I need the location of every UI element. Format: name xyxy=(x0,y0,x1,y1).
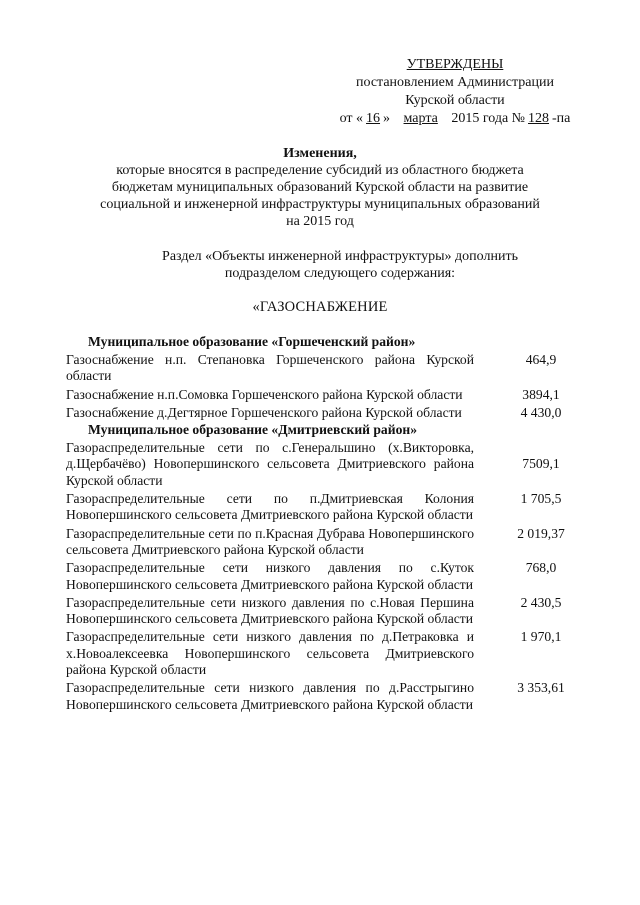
decree-suffix: -па xyxy=(552,111,571,126)
date-prefix: от « xyxy=(339,111,364,126)
heading-line-2: бюджетам муниципальных образований Курской области на развитие xyxy=(111,180,529,195)
heading-line-1: которые вносятся в распределение субсидий из областного бюджета xyxy=(116,163,524,178)
table-row xyxy=(66,629,586,678)
object-amount: 3894,1 xyxy=(522,386,560,402)
table-row xyxy=(66,352,586,385)
object-name: Газораспределительные сети низкого давления по с.Новая Першина Новопершинского сельсовета Дмитриевского района Курской области xyxy=(66,594,474,627)
object-amount: 1 705,5 xyxy=(520,491,562,507)
object-name: Газораспределительные сети низкого давления по д.Расстрыгино Новопершинского сельсовета Дмитриевского района Курской области xyxy=(66,680,474,712)
table-row xyxy=(66,595,586,628)
heading-line-3: социальной и инженерной инфраструктуры муниципальных образований xyxy=(100,197,540,212)
object-amount: 4 430,0 xyxy=(520,404,562,420)
table-row xyxy=(66,491,586,524)
object-amount: 7509,1 xyxy=(522,456,560,472)
object-amount: 1 970,1 xyxy=(520,629,562,645)
decree-number: 128 xyxy=(528,111,550,126)
object-name: Газораспределительные сети низкого давления по с.Куток Новопершинского сельсовета Дмитриевского района Курской области xyxy=(66,560,474,592)
section-line-2: подразделом следующего содержания: xyxy=(224,266,456,281)
object-amount: 464,9 xyxy=(525,352,557,367)
object-name: Газораспределительные сети по п.Красная Дубрава Новопершинского сельсовета Дмитриевского района Курской области xyxy=(66,525,474,557)
table-row xyxy=(66,405,586,421)
object-amount: 2 430,5 xyxy=(520,594,562,610)
object-amount: 2 019,37 xyxy=(517,525,565,541)
object-name: Газораспределительные сети по с.Генеральшино (х.Викторовка, д.Щербачёво) Новопершинского сельсовета Дмитриевского района Курской области xyxy=(66,440,474,488)
approval-date-line xyxy=(320,110,590,128)
date-mid: » xyxy=(383,111,391,126)
document-heading xyxy=(60,145,580,230)
object-name: Газоснабжение д.Дегтярное Горшеченского района Курской области xyxy=(66,404,462,420)
table-row xyxy=(66,526,586,559)
section-intro xyxy=(130,248,550,282)
table-row xyxy=(66,387,586,403)
table-row xyxy=(66,560,586,593)
heading-line-4: на 2015 год xyxy=(286,214,354,229)
table-row xyxy=(66,440,586,489)
table-row xyxy=(66,680,586,713)
objects-table xyxy=(66,334,586,713)
heading-title: Изменения, xyxy=(283,146,357,161)
subsection-title: «ГАЗОСНАБЖЕНИЕ xyxy=(252,299,388,315)
object-amount: 768,0 xyxy=(525,560,557,576)
approval-block xyxy=(320,56,590,128)
object-name: Газоснабжение н.п.Сомовка Горшеченского района Курской области xyxy=(66,386,463,402)
section-line-1: Раздел «Объекты инженерной инфраструктуры» дополнить xyxy=(162,249,518,264)
municipality-heading: Муниципальное образование «Горшеченский район» xyxy=(88,334,416,349)
object-name: Газоснабжение н.п. Степановка Горшеченского района Курской области xyxy=(66,352,474,384)
object-name: Газораспределительные сети по п.Дмитриевская Колония Новопершинского сельсовета Дмитриевского района Курской области xyxy=(66,491,474,523)
approval-title: УТВЕРЖДЕНЫ xyxy=(406,57,504,72)
municipality-heading: Муниципальное образование «Дмитриевский район» xyxy=(88,422,417,438)
date-day: 16 xyxy=(366,111,381,126)
date-year: 2015 года № xyxy=(451,111,526,126)
approval-line-1: постановлением Администрации xyxy=(356,75,554,90)
object-amount: 3 353,61 xyxy=(517,680,565,696)
object-name: Газораспределительные сети низкого давления по д.Петраковка и х.Новоалексеевка Новопершинского сельсовета Дмитриевского района Курской области xyxy=(66,629,474,678)
date-month: марта xyxy=(403,111,438,126)
approval-line-2: Курской области xyxy=(405,93,505,108)
